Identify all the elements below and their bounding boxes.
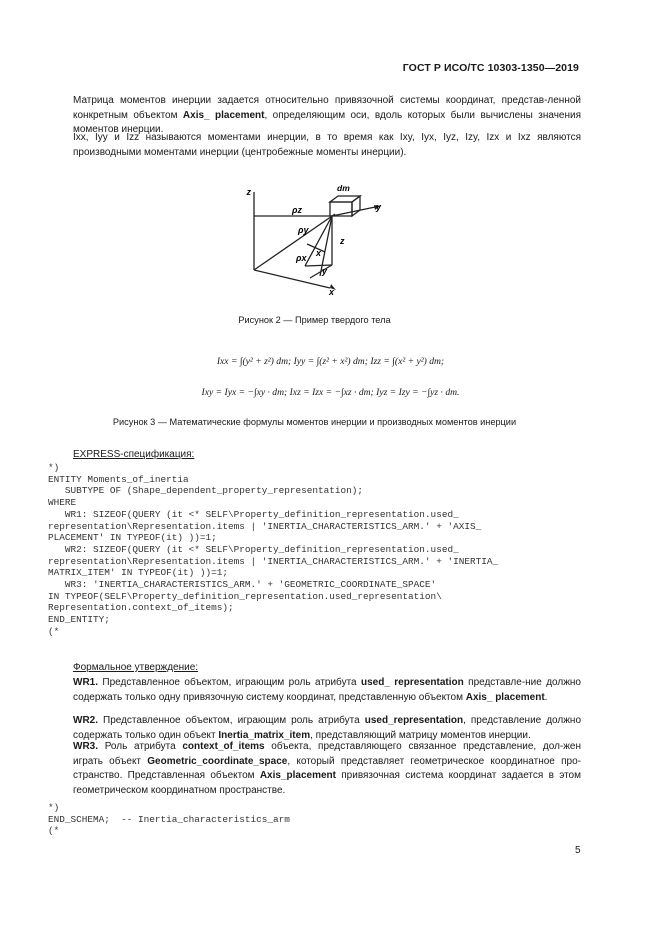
rho-y-line xyxy=(305,216,332,266)
y-small-label: y xyxy=(322,266,328,276)
express-code-block: *) ENTITY Moments_of_inertia SUBTYPE OF (Shape_dependent_property_representation); WHERE WR1: SIZEOF(QUERY (it <* SELF\Property_definition_representation.used_ representation\Representation.items | 'INERTIA_CHARACTERISTICS_ARM.' + 'AXIS_ PLACEMENT' IN TYPEOF(it) ))=1; WR2: SIZEOF(QUERY (it <* SELF\Property_definition_representation.used_ representation\Representation.items | 'INERTIA_CHARACTERISTICS_ARM.' + 'INERTIA_ MATRIX_ITEM' IN TYPEOF(it) ))=1; WR3: 'INERTIA_CHARACTERISTICS_ARM.' + 'GEOMETRIC_COORDINATE_SPACE' IN TYPEOF(SELF\Property_definition_representation.used_representation\ Representation.context_of_items); END_ENTITY; (* xyxy=(48,462,499,637)
express-heading: EXPRESS-спецификация: xyxy=(73,449,195,460)
wr1-paragraph xyxy=(48,676,581,705)
wr2-label: WR2. xyxy=(73,715,98,726)
wr1-text-a: Представленное объектом, играющим роль атрибута xyxy=(98,677,361,688)
rho-x-label: ρx xyxy=(296,253,307,263)
z-small-label: z xyxy=(340,236,345,246)
rho-y-label: ρy xyxy=(298,225,309,235)
wr3-label: WR3. xyxy=(73,741,98,752)
x-small-label: x xyxy=(316,248,322,258)
figure-2-rigid-body xyxy=(240,180,390,300)
dm-cube-side xyxy=(352,196,360,216)
wr3-text-a: Роль атрибута xyxy=(98,741,183,752)
x-axis-label: x xyxy=(329,287,335,297)
wr2-term-2: Inertia_matrix_item xyxy=(218,729,311,741)
y-axis-line xyxy=(332,206,380,216)
document-header: ГОСТ Р ИСО/ТС 10303-1350—2019 xyxy=(402,62,579,74)
wr3-text-d: привязочная система координат задается в этом геометрическом координатном пространстве. xyxy=(73,770,581,796)
wr2-paragraph xyxy=(48,714,581,743)
wr2-term-1: used_representation xyxy=(364,715,464,726)
intro-text-b: , определяющим оси, вдоль которых были вычислены значения моментов инерции. xyxy=(73,109,582,135)
z-axis-label: z xyxy=(246,187,251,197)
wr3-term-3: Axis_placement xyxy=(259,770,336,781)
intro-text-a: Матрица моментов инерции задается относительно привязочной системы координат, представ-ленной конкретным объектом xyxy=(73,95,581,121)
formula-line-1: Ixx = ∫(y² + z²) dm; Iyy = ∫(z² + x²) dm; Izz = ∫(x² + y²) dm; xyxy=(216,356,445,367)
wr1-text-c: . xyxy=(544,691,548,703)
formal-heading: Формальное утверждение: xyxy=(73,662,199,673)
wr2-text-b: , представление должно содержать только один объект xyxy=(73,715,582,741)
projection-line xyxy=(305,265,332,266)
wr3-term-2: Geometric_coordinate_space xyxy=(147,755,288,767)
wr3-text-c: , который представляет геометрическое координатное про-странство. Представленная объектом xyxy=(73,755,581,781)
intro-paragraph-2 xyxy=(48,131,581,160)
dm-label: dm xyxy=(337,183,350,193)
figure-2-caption: Рисунок 2 — Пример твердого тела xyxy=(238,315,391,325)
wr3-text-b: объекта, представляющего связанное представление, дол-жен играть объект xyxy=(73,741,582,767)
wr2-text-a: Представленное объектом, играющим роль атрибута xyxy=(98,715,365,726)
axis-placement-term: Axis_ placement xyxy=(182,109,265,121)
figure-3-caption: Рисунок 3 — Математические формулы моментов инерции и производных моментов инерции xyxy=(112,417,517,427)
wr1-term-2: Axis_ placement xyxy=(465,691,545,703)
y-axis-label: y xyxy=(376,202,382,212)
end-schema-code: *) END_SCHEMA; -- Inertia_characteristics_arm (* xyxy=(48,802,290,837)
wr1-text-b: представле-ние должно содержать только одну привязочную систему координат, представленную объектом xyxy=(73,677,581,703)
wr2-text-c: , представляющий матрицу моментов инерции. xyxy=(310,729,531,741)
wr3-paragraph xyxy=(48,740,581,798)
wr1-term-1: used_ representation xyxy=(361,677,464,688)
wr1-label: WR1. xyxy=(73,677,98,688)
rho-z-label: ρz xyxy=(292,205,302,215)
wr3-term-1: context_of_items xyxy=(182,741,265,752)
intro-text-2: Ixx, Iyy и Izz называются моментами инерции, в то время как Ixy, Iyx, Iyz, Izy, Izx и Ixz являются производными моментами инерции (центробежные моменты инерции). xyxy=(73,132,581,158)
page-number: 5 xyxy=(575,845,581,856)
formula-line-2: Ixy = Iyx = −∫xy · dm; Ixz = Izx = −∫xz · dm; Iyz = Izy = −∫yz · dm. xyxy=(201,387,460,398)
